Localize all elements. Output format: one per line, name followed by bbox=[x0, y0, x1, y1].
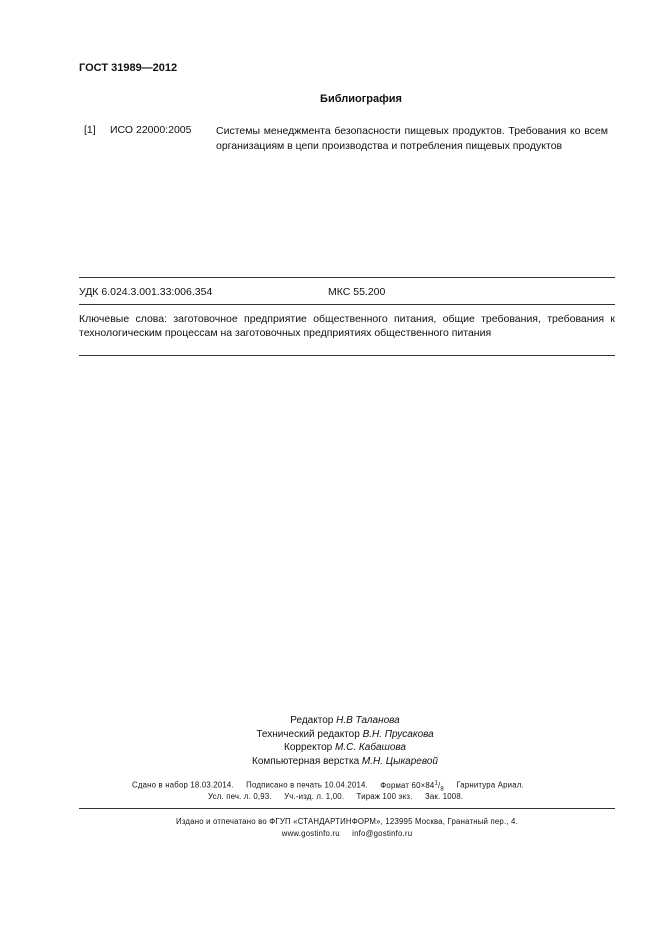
submitted-date: Сдано в набор 18.03.2014. bbox=[132, 780, 234, 790]
website-link[interactable]: www.gostinfo.ru bbox=[281, 829, 340, 838]
credit-layout bbox=[200, 755, 490, 769]
credit-name: М.Н. Цыкаревой bbox=[361, 755, 438, 767]
print-run: Тираж 100 экз. bbox=[356, 792, 413, 801]
publication-line-1 bbox=[132, 780, 524, 792]
credit-role: Редактор bbox=[290, 715, 334, 726]
bibliography-title: Библиография bbox=[320, 93, 402, 105]
paper-format: Формат $60\times 84^1/_8$ bbox=[380, 780, 444, 793]
font-info: Гарнитура Ариал. bbox=[456, 780, 524, 790]
credits-block bbox=[200, 714, 490, 768]
mks-code: МКС 55.200 bbox=[328, 286, 386, 298]
divider-bottom bbox=[79, 355, 615, 356]
credit-tech-editor bbox=[200, 728, 490, 742]
credit-corrector bbox=[200, 741, 490, 755]
bibliography-entry-standard: ИСО 22000:2005 bbox=[110, 124, 192, 136]
credit-role: Компьютерная верстка bbox=[252, 755, 360, 767]
credit-name: В.Н. Прусакова bbox=[362, 728, 434, 740]
credit-editor bbox=[200, 714, 490, 728]
email-link[interactable]: info@gostinfo.ru bbox=[352, 829, 413, 838]
divider-top bbox=[79, 277, 615, 278]
divider-publication bbox=[79, 808, 615, 809]
credit-name: М.С. Кабашова bbox=[334, 742, 406, 753]
print-sheets: Усл. печ. л. 0,93. bbox=[208, 792, 272, 801]
credit-role: Корректор bbox=[284, 742, 333, 753]
publication-line-2 bbox=[208, 792, 463, 801]
order-number: Зак. 1008. bbox=[424, 792, 464, 801]
bibliography-entry-text: Системы менеджмента безопасности пищевых продуктов. Требования ко всем организациям в цепи производства и потребления пищевых продуктов bbox=[216, 125, 608, 152]
signed-date: Подписано в печать 10.04.2014. bbox=[246, 780, 368, 790]
udk-code: УДК 6.024.3.001.33:006.354 bbox=[79, 286, 213, 298]
publisher-contacts bbox=[0, 829, 661, 838]
credit-role: Технический редактор bbox=[256, 728, 360, 740]
publisher-info: Издано и отпечатано во ФГУП «СТАНДАРТИНФОРМ», 123995 Москва, Гранатный пер., 4. bbox=[176, 817, 518, 826]
publisher-sheets: Уч.-изд. л. 1,00. bbox=[284, 792, 345, 801]
divider-middle bbox=[79, 304, 615, 305]
keywords: Ключевые слова: заготовочное предприятие общественного питания, общие требования, требования к технологическим процессам на заготовочных предприятиях общественного питания bbox=[79, 313, 615, 339]
credit-name: Н.В Таланова bbox=[336, 715, 400, 726]
bibliography-entry-number: [1] bbox=[84, 124, 96, 136]
document-code: ГОСТ 31989—2012 bbox=[79, 62, 178, 74]
